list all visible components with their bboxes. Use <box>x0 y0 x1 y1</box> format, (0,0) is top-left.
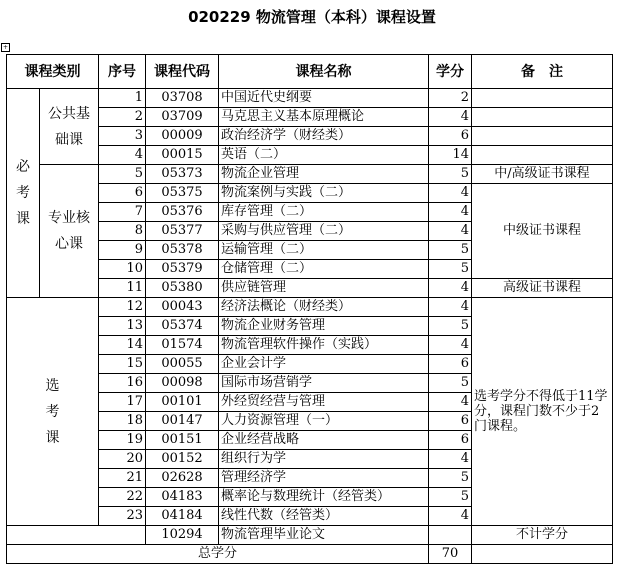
row-name: 企业经营战略 <box>219 431 429 450</box>
page-title: 020229 物流管理（本科）课程设置 <box>188 8 436 26</box>
row-name: 经济法概论（财经类） <box>219 298 429 317</box>
row-credit: 6 <box>429 127 472 146</box>
row-number: 20 <box>99 450 146 469</box>
row-name: 国际市场营销学 <box>219 374 429 393</box>
row-name: 中国近代史纲要 <box>219 89 429 108</box>
row-credit: 4 <box>429 298 472 317</box>
row-credit: 6 <box>429 431 472 450</box>
row-name: 运输管理（二） <box>219 241 429 260</box>
row-remark <box>472 127 613 146</box>
row-number: 18 <box>99 412 146 431</box>
row-number: 16 <box>99 374 146 393</box>
row-code: 00015 <box>146 146 219 165</box>
row-code: 00009 <box>146 127 219 146</box>
row-credit: 2 <box>429 89 472 108</box>
row-number: 10 <box>99 260 146 279</box>
header-code: 课程代码 <box>146 55 219 89</box>
category-required <box>7 89 40 298</box>
row-credit: 4 <box>429 184 472 203</box>
header-name: 课程名称 <box>219 55 429 89</box>
header-credit: 学分 <box>429 55 472 89</box>
header-category: 课程类别 <box>7 55 99 89</box>
row-code: 03709 <box>146 108 219 127</box>
remark-elective: 选考学分不得低于11学分，课程门数不少于2门课程。 <box>472 298 613 526</box>
row-number: 12 <box>99 298 146 317</box>
row-credit: 4 <box>429 203 472 222</box>
row-credit: 5 <box>429 241 472 260</box>
row-code: 00101 <box>146 393 219 412</box>
thesis-name: 物流管理毕业论文 <box>219 526 429 545</box>
row-number: 22 <box>99 488 146 507</box>
row-credit: 4 <box>429 336 472 355</box>
row-number: 23 <box>99 507 146 526</box>
remark-mid: 中级证书课程 <box>472 184 613 279</box>
row-number: 15 <box>99 355 146 374</box>
row-name: 物流案例与实践（二） <box>219 184 429 203</box>
row-code: 05374 <box>146 317 219 336</box>
row-credit: 5 <box>429 488 472 507</box>
row-credit: 5 <box>429 260 472 279</box>
total-label: 总学分 <box>7 545 429 564</box>
thesis-note: 不计学分 <box>472 526 613 545</box>
table-row <box>7 89 613 108</box>
category-elective <box>7 298 99 526</box>
row-name: 马克思主义基本原理概论 <box>219 108 429 127</box>
remark-mid-high: 中/高级证书课程 <box>472 165 613 184</box>
category-label: 选考课 <box>45 377 60 446</box>
row-code: 02628 <box>146 469 219 488</box>
row-code: 00055 <box>146 355 219 374</box>
row-code: 05377 <box>146 222 219 241</box>
row-credit: 4 <box>429 222 472 241</box>
row-number: 5 <box>99 165 146 184</box>
row-name: 组织行为学 <box>219 450 429 469</box>
row-credit: 4 <box>429 507 472 526</box>
row-name: 企业会计学 <box>219 355 429 374</box>
row-name: 物流管理软件操作（实践） <box>219 336 429 355</box>
header-number: 序号 <box>99 55 146 89</box>
row-code: 00152 <box>146 450 219 469</box>
row-name: 政治经济学（财经类） <box>219 127 429 146</box>
row-name: 英语（二） <box>219 146 429 165</box>
subcategory-public: 公共基础课 <box>40 89 99 165</box>
table-anchor-icon[interactable]: + <box>2 44 9 51</box>
row-name: 管理经济学 <box>219 469 429 488</box>
row-code: 00098 <box>146 374 219 393</box>
row-code: 01574 <box>146 336 219 355</box>
row-name: 物流企业财务管理 <box>219 317 429 336</box>
subcategory-core: 专业核心课 <box>40 165 99 298</box>
category-label: 必考课 <box>16 159 30 227</box>
row-code: 03708 <box>146 89 219 108</box>
row-remark <box>472 108 613 127</box>
row-name: 采购与供应管理（二） <box>219 222 429 241</box>
row-credit: 6 <box>429 412 472 431</box>
row-number: 14 <box>99 336 146 355</box>
row-number: 4 <box>99 146 146 165</box>
thesis-row <box>7 526 613 545</box>
row-code: 05376 <box>146 203 219 222</box>
row-credit: 4 <box>429 279 472 298</box>
row-code: 00147 <box>146 412 219 431</box>
row-number: 17 <box>99 393 146 412</box>
remark-high: 高级证书课程 <box>472 279 613 298</box>
row-credit: 5 <box>429 469 472 488</box>
row-credit: 6 <box>429 355 472 374</box>
row-number: 8 <box>99 222 146 241</box>
table-row <box>7 165 613 184</box>
row-number: 9 <box>99 241 146 260</box>
row-credit: 4 <box>429 108 472 127</box>
row-name: 外经贸经营与管理 <box>219 393 429 412</box>
row-credit: 14 <box>429 146 472 165</box>
row-number: 2 <box>99 108 146 127</box>
row-code: 00043 <box>146 298 219 317</box>
course-table <box>6 54 613 564</box>
row-credit: 5 <box>429 165 472 184</box>
row-name: 库存管理（二） <box>219 203 429 222</box>
row-code: 04183 <box>146 488 219 507</box>
row-name: 概率论与数理统计（经管类） <box>219 488 429 507</box>
row-remark <box>472 146 613 165</box>
row-number: 7 <box>99 203 146 222</box>
row-number: 11 <box>99 279 146 298</box>
row-remark <box>472 89 613 108</box>
row-name: 仓储管理（二） <box>219 260 429 279</box>
row-number: 1 <box>99 89 146 108</box>
total-value: 70 <box>429 545 472 564</box>
header-remark: 备 注 <box>472 55 613 89</box>
row-name: 线性代数（经管类） <box>219 507 429 526</box>
row-credit: 4 <box>429 393 472 412</box>
row-code: 05373 <box>146 165 219 184</box>
row-code: 00151 <box>146 431 219 450</box>
total-row <box>7 545 613 564</box>
row-name: 供应链管理 <box>219 279 429 298</box>
row-code: 05375 <box>146 184 219 203</box>
row-code: 05379 <box>146 260 219 279</box>
row-code: 05380 <box>146 279 219 298</box>
row-credit: 5 <box>429 317 472 336</box>
table-header-row <box>7 55 613 89</box>
row-number: 13 <box>99 317 146 336</box>
row-number: 19 <box>99 431 146 450</box>
row-name: 物流企业管理 <box>219 165 429 184</box>
table-row <box>7 298 613 317</box>
row-name: 人力资源管理（一） <box>219 412 429 431</box>
row-code: 04184 <box>146 507 219 526</box>
row-number: 21 <box>99 469 146 488</box>
row-number: 6 <box>99 184 146 203</box>
thesis-code: 10294 <box>146 526 219 545</box>
row-number: 3 <box>99 127 146 146</box>
row-credit: 5 <box>429 374 472 393</box>
row-code: 05378 <box>146 241 219 260</box>
row-credit: 4 <box>429 450 472 469</box>
